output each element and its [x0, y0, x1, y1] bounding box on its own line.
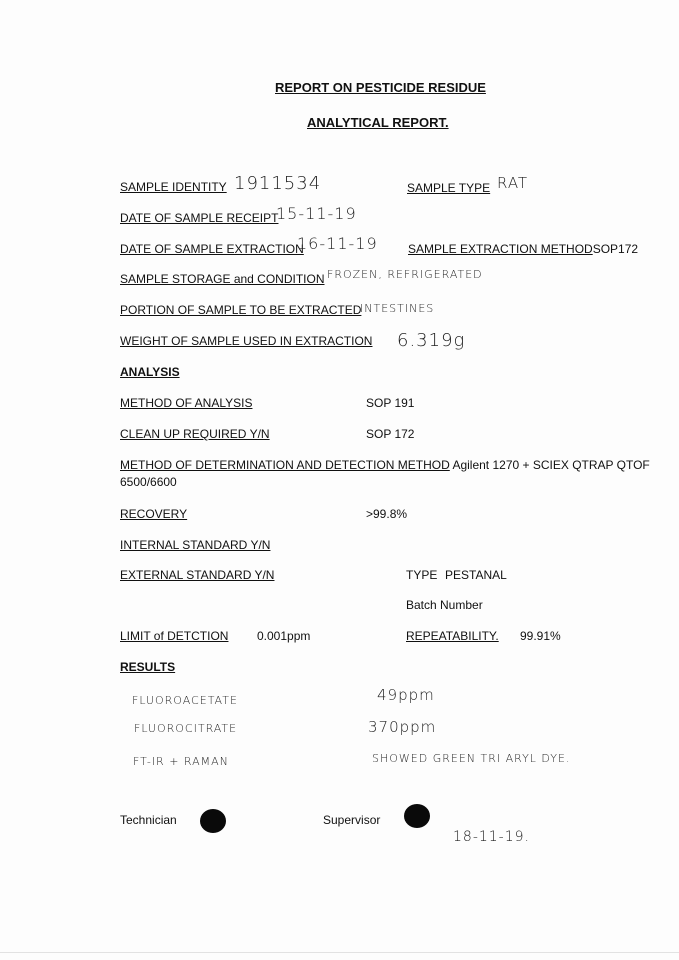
extraction-date-value: 16-11-19 — [297, 234, 378, 253]
sample-type-label: SAMPLE TYPE — [407, 181, 491, 195]
lod-label: LIMIT of DETCTION — [120, 629, 229, 643]
determination-label: METHOD OF DETERMINATION AND DETECTION METHOD — [120, 458, 450, 472]
result-value-3: SHOWED GREEN TRI ARYL DYE. — [372, 752, 571, 765]
batch-number-label: Batch Number — [406, 598, 483, 612]
determination-value: Agilent 1270 + SCIEX QTRAP QTOF — [452, 458, 650, 472]
external-standard-label: EXTERNAL STANDARD Y/N — [120, 568, 275, 582]
storage-value: FROZEN, REFRIGERATED — [327, 268, 483, 281]
sample-type-value: RAT — [497, 174, 529, 192]
cleanup-value: SOP 172 — [366, 427, 415, 441]
supervisor-signature-redacted — [404, 804, 430, 828]
extraction-method-value: SOP172 — [592, 242, 639, 256]
lod-value: 0.001ppm — [257, 629, 311, 643]
type-value: PESTANAL — [445, 568, 507, 582]
sample-identity-label: SAMPLE IDENTITY — [120, 180, 227, 194]
method-of-analysis-label: METHOD OF ANALYSIS — [120, 396, 253, 410]
technician-signature-redacted — [200, 809, 226, 833]
results-heading: RESULTS — [120, 660, 176, 674]
cleanup-label: CLEAN UP REQUIRED Y/N — [120, 427, 270, 441]
extraction-method — [408, 242, 638, 256]
receipt-date-label: DATE OF SAMPLE RECEIPT — [120, 211, 279, 225]
internal-standard-label: INTERNAL STANDARD Y/N — [120, 538, 271, 552]
type-label: TYPE — [406, 568, 438, 582]
report-subtitle: ANALYTICAL REPORT. — [307, 115, 449, 130]
sample-identity-value: 1911534 — [234, 173, 322, 194]
extraction-method-label: SAMPLE EXTRACTION METHOD — [408, 242, 593, 256]
result-value-2: 370ppm — [368, 718, 437, 736]
result-name-1: FLUOROACETATE — [132, 694, 238, 707]
result-name-2: FLUOROCITRATE — [134, 722, 238, 735]
signature-date: 18-11-19. — [453, 829, 530, 845]
method-of-analysis-value: SOP 191 — [366, 396, 415, 410]
storage-label: SAMPLE STORAGE and CONDITION — [120, 272, 325, 286]
repeatability-label: REPEATABILITY. — [406, 629, 499, 643]
weight-value: 6.319g — [397, 330, 466, 351]
recovery-value: >99.8% — [366, 507, 408, 521]
weight-label: WEIGHT OF SAMPLE USED IN EXTRACTION — [120, 334, 373, 348]
portion-value: INTESTINES — [360, 302, 435, 315]
technician-label: Technician — [120, 813, 177, 827]
portion-label: PORTION OF SAMPLE TO BE EXTRACTED — [120, 303, 362, 317]
recovery-label: RECOVERY — [120, 507, 188, 521]
result-name-3: FT-IR + RAMAN — [133, 755, 229, 768]
supervisor-label: Supervisor — [323, 813, 381, 827]
result-value-1: 49ppm — [377, 686, 435, 704]
repeatability-value: 99.91% — [520, 629, 561, 643]
determination-line — [120, 458, 650, 472]
page-bottom-edge — [0, 952, 679, 953]
determination-value-cont: 6500/6600 — [120, 475, 177, 489]
report-title: REPORT ON PESTICIDE RESIDUE — [275, 80, 486, 95]
extraction-date-label: DATE OF SAMPLE EXTRACTION — [120, 242, 304, 256]
receipt-date-value: 15-11-19 — [276, 204, 357, 223]
analysis-heading: ANALYSIS — [120, 365, 180, 379]
